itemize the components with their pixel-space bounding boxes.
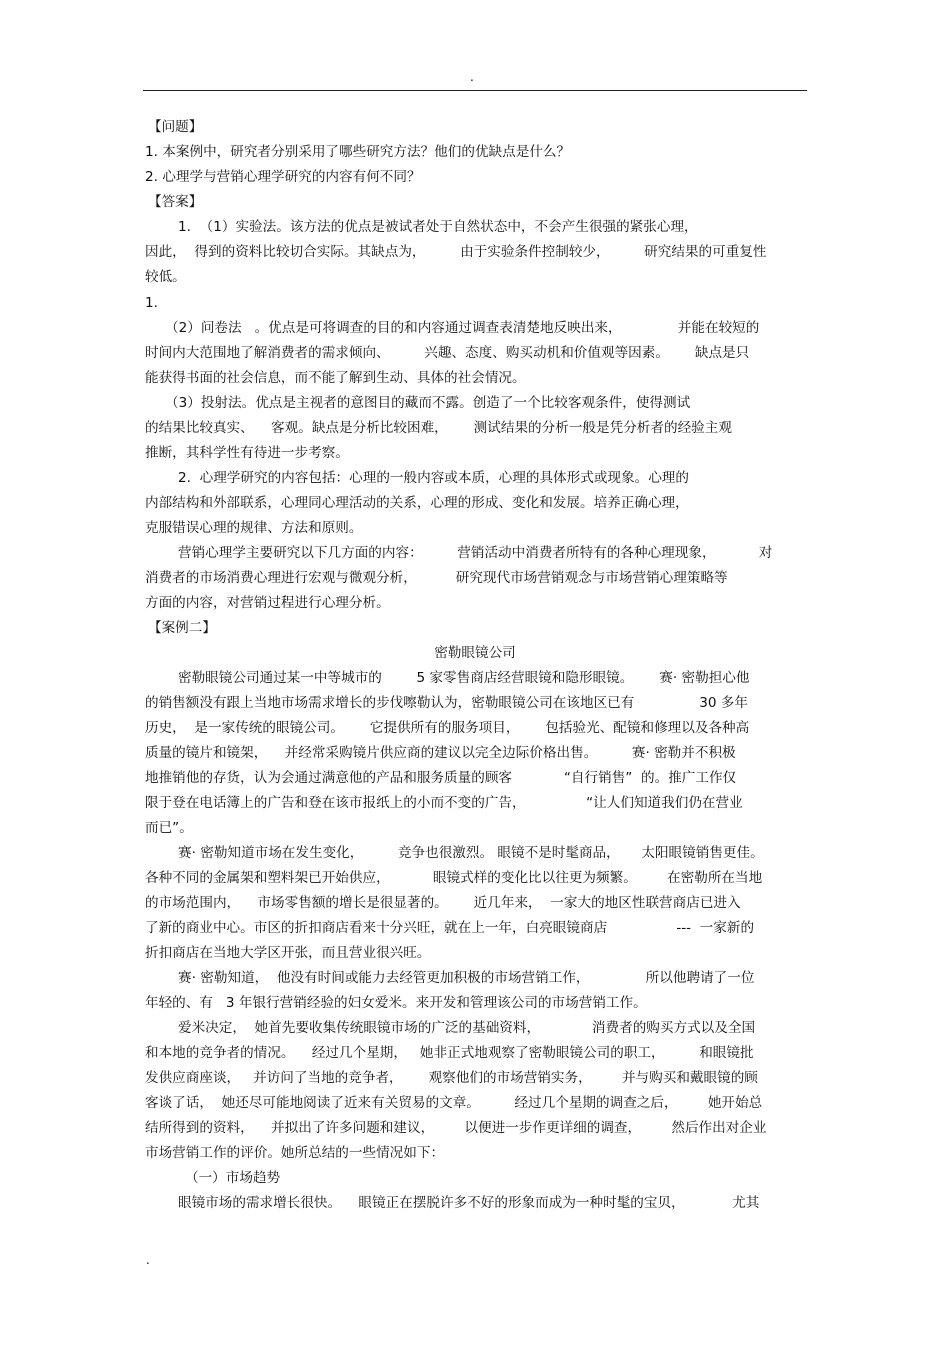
answer-line: 1. [145,295,158,311]
case-line: 爱米决定， 她首先要收集传统眼镜市场的广泛的基础资料， 消费者的购买方式以及全国 [178,1020,756,1036]
answer-line: 克服错误心理的规律、方法和原则。 [145,520,363,536]
question-heading: 【问题】 [148,119,203,135]
answer-line: 推断，其科学性有待进一步考察。 [145,445,349,461]
case-line: 市场营销工作的评价。她所总结的一些情况如下： [145,1145,445,1161]
case-line: 历史， 是一家传统的眼镜公司。 它提供所有的服务项目， 包括验光、配镜和修理以及各种高 [145,720,750,736]
section-heading: （一）市场趋势 [185,1170,281,1186]
case-line: 的市场范围内， 市场零售额的增长是很显著的。 近几年来， 一家大的地区性联营商店已进入 [145,895,741,911]
answer-line: 较低。 [145,269,186,285]
case-line: 结所得到的资料， 并拟出了许多问题和建议， 以便进一步作更详细的调查， 然后作出对企业 [145,1120,767,1136]
answer-line: 营销心理学主要研究以下几方面的内容： 营销活动中消费者所特有的各种心理现象， 对 [178,545,773,561]
case-line: 密勒眼镜公司通过某一中等城市的 5 家零售商店经营眼镜和隐形眼镜。 赛· 密勒担心他 [178,670,750,686]
footer-mark: . [146,1253,150,1267]
answer-line: （2）问卷法 。优点是可将调查的目的和内容通过调查表清楚地反映出来， 并能在较短的 [165,320,760,336]
case-line: 质量的镜片和镜架， 并经常采购镜片供应商的建议以完全边际价格出售。 赛· 密勒并不积极 [145,745,736,761]
answer-line: 消费者的市场消费心理进行宏观与微观分析， 研究现代市场营销观念与市场营销心理策略等 [145,570,728,586]
case-line: 的销售额没有跟上当地市场需求增长的步伐嚓勒认为，密勒眼镜公司在该地区已有 30 多年 [145,695,748,711]
answer-line: 能获得书面的社会信息，而不能了解到生动、具体的社会情况。 [145,370,526,386]
case-line: 客谈了话， 她还尽可能地阅读了近来有关贸易的文章。 经过几个星期的调查之后， 她开始总 [145,1095,763,1111]
case-heading: 【案例二】 [148,620,216,636]
question-1: 1. 本案例中，研究者分别采用了哪些研究方法？他们的优缺点是什么？ [145,144,571,160]
case-line: 限于登在电话簿上的广告和登在该市报纸上的小而不变的广告， “让人们知道我们仍在营业 [145,795,743,811]
case-line: 赛· 密勒知道， 他没有时间或能力去经管更加积极的市场营销工作， 所以他聘请了一位 [178,970,755,986]
question-2: 2. 心理学与营销心理学研究的内容有何不同？ [145,169,421,185]
header-rule [143,90,807,91]
answer-line: 方面的内容，对营销过程进行心理分析。 [145,595,390,611]
answer-line: 时间内大范围地了解消费者的需求倾向、 兴趣、态度、购买动机和价值观等因素。 缺点是只 [145,345,750,361]
case-line: 折扣商店在当地大学区开张，而且营业很兴旺。 [145,945,431,961]
case-line: 地推销他的存货，认为会通过满意他的产品和服务质量的顾客 “自行销售” 的。推广工作仅 [145,770,737,786]
answer-line: （3）投射法。优点是主视者的意图目的藏而不露。创造了一个比较客观条件，使得测试 [165,395,691,411]
answer-line: 因此， 得到的资料比较切合实际。其缺点为， 由于实验条件控制较少， 研究结果的可重复性 [145,244,767,260]
answer-line: 的结果比较真实、 客观。缺点是分析比较困难， 测试结果的分析一般是凭分析者的经验主观 [145,420,732,436]
case-line: 赛· 密勒知道市场在发生变化， 竞争也很激烈。 眼镜不是时髦商品， 太阳眼镜销售更佳。 [178,845,764,861]
case-line: 发供应商座谈， 并访问了当地的竞争者， 观察他们的市场营销实务， 并与购买和戴眼镜的顾 [145,1070,758,1086]
case-line: 年轻的、有 3 年银行营销经验的妇女爱米。来开发和管理该公司的市场营销工作。 [145,995,647,1011]
answer-heading: 【答案】 [148,194,203,210]
case-line: 各种不同的金属架和塑料架已开始供应， 眼镜式样的变化比以往更为频繁。 在密勒所在当地 [145,870,763,886]
answer-line: 2. 心理学研究的内容包括：心理的一般内容或本质，心理的具体形式或现象。心理的 [178,470,689,486]
header-mark: . [470,70,474,84]
answer-line: 内部结构和外部联系，心理同心理活动的关系，心理的形成、变化和发展。培养正确心理， [145,495,689,511]
case-line: 眼镜市场的需求增长很快。 眼镜正在摆脱许多不好的形象而成为一种时髦的宝贝， 尤其 [178,1195,760,1211]
answer-line: 1. （1）实验法。该方法的优点是被试者处于自然状态中，不会产生很强的紧张心理， [178,219,698,235]
case-title: 密勒眼镜公司 [434,645,516,661]
case-line: 和本地的竞争者的情况。 经过几个星期， 她非正式地观察了密勒眼镜公司的职工， 和眼镜批 [145,1045,754,1061]
case-line: 而已”。 [145,820,193,836]
case-line: 了新的商业中心。市区的折扣商店看来十分兴旺，就在上一年，白亮眼镜商店 --- 一家新的 [145,920,755,936]
